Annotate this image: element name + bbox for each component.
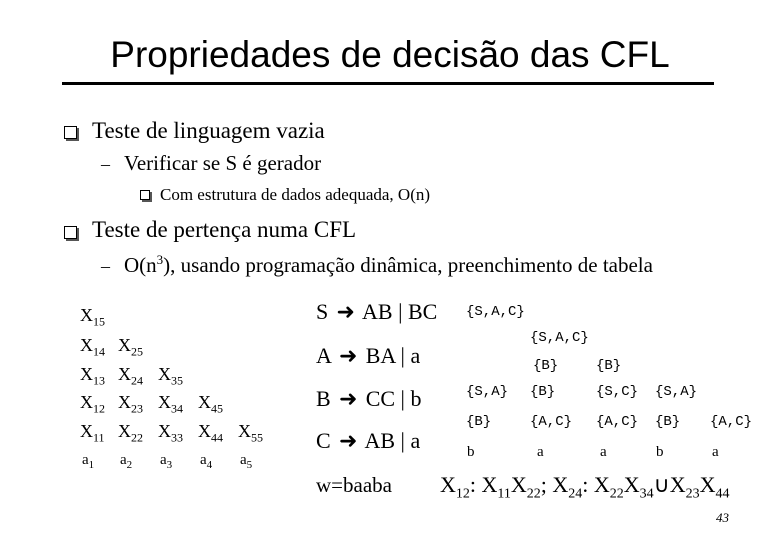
cyk-footer-letter: $a_5$: [240, 452, 253, 471]
arrow-icon: ➜: [338, 386, 358, 411]
cyk-cell: $X_{15}$: [80, 305, 105, 329]
cyk-cell: $X_{14}$: [80, 335, 105, 359]
cyk-footer-letter: $a_2$: [120, 452, 133, 471]
subsub-bullet-complexity: Com estrutura de dados adequada, O(n): [160, 185, 431, 204]
grammar-rule-a: A ➜ BA | a: [316, 343, 421, 368]
filled-footer-letter: a: [600, 444, 607, 460]
grammar-rule-c: C ➜ AB | a: [316, 428, 421, 453]
dash-bullet-icon: –: [101, 154, 110, 174]
filled-cell: {B}: [530, 384, 556, 400]
dash-bullet-icon: –: [101, 256, 110, 276]
title-underline: [62, 82, 714, 85]
filled-cell: {A,C}: [596, 414, 639, 430]
arrow-icon: ➜: [338, 428, 358, 453]
square-bullet-icon: [64, 226, 77, 239]
square-bullet-icon: [64, 126, 77, 139]
bullet-empty-language: Teste de linguagem vazia: [92, 118, 325, 143]
slide-title: Propriedades de decisão das CFL: [110, 34, 670, 75]
filled-cell: {A,C}: [530, 414, 573, 430]
cyk-cell: $X_{45}$: [198, 392, 223, 416]
filled-cell: {B}: [596, 358, 622, 374]
filled-cell: {S,A}: [466, 384, 509, 400]
filled-footer-letter: b: [656, 444, 664, 460]
page-number: 43: [716, 510, 729, 525]
grammar-rule-b: B ➜ CC | b: [316, 386, 422, 411]
arrow-icon: ➜: [338, 343, 358, 368]
cyk-footer-letter: $a_4$: [200, 452, 213, 471]
arrow-icon: ➜: [336, 299, 355, 324]
derivation-formula: $X_{12}$: $X_{11}X_{22}$; $X_{24}$: $X_{22}X_{34}\cup X_{23}X_{44}$: [440, 472, 730, 502]
cyk-cell: $X_{23}$: [118, 392, 143, 416]
grammar-rule-s: S ➜ AB | BC: [316, 299, 438, 324]
filled-footer-letter: a: [712, 444, 719, 460]
cyk-footer-letter: $a_3$: [160, 452, 173, 471]
cyk-cell: $X_{33}$: [158, 421, 183, 445]
cyk-cell: $X_{13}$: [80, 364, 105, 388]
cyk-cell: $X_{22}$: [118, 421, 143, 445]
cyk-cell: $X_{24}$: [118, 364, 143, 388]
cyk-cell: $X_{55}$: [238, 421, 263, 445]
cyk-cell: $X_{34}$: [158, 392, 183, 416]
cyk-cell: $X_{35}$: [158, 364, 183, 388]
filled-footer-letter: a: [537, 444, 544, 460]
cyk-cell: $X_{12}$: [80, 392, 105, 416]
input-word: w=baaba: [316, 473, 392, 497]
sub-bullet-generator: Verificar se S é gerador: [124, 151, 322, 175]
filled-cell: {S,A}: [655, 384, 698, 400]
bullet-membership: Teste de pertença numa CFL: [92, 217, 357, 242]
filled-footer-letter: b: [467, 444, 475, 460]
cyk-cell: $X_{25}$: [118, 335, 143, 359]
sub-bullet-dynamic-programming: $O(n^3)$, usando programação dinâmica, preenchimento de tabela: [124, 252, 653, 277]
filled-cell: {B}: [466, 414, 492, 430]
cyk-cell: $X_{11}$: [80, 421, 105, 445]
filled-cell: {A,C}: [710, 414, 753, 430]
filled-cell: {S,A,C}: [466, 304, 525, 320]
square-bullet-icon: [140, 190, 150, 200]
cyk-cell: $X_{44}$: [198, 421, 223, 445]
cyk-footer-letter: $a_1$: [82, 452, 95, 471]
filled-cell: {S,A,C}: [530, 330, 589, 346]
filled-cell: {B}: [655, 414, 681, 430]
filled-cell: {S,C}: [596, 384, 639, 400]
filled-cell: {B}: [533, 358, 559, 374]
